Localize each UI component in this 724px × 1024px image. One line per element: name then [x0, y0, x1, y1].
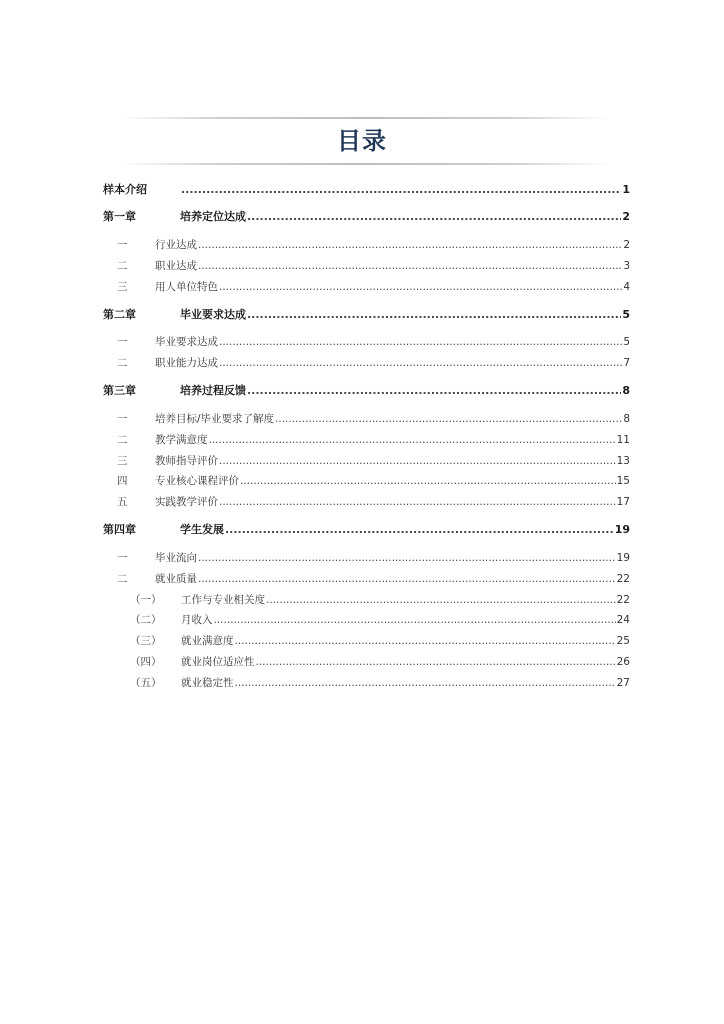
toc-leader-dots	[247, 307, 621, 323]
toc-entry[interactable]	[103, 432, 630, 448]
title-top-rule	[120, 117, 610, 119]
toc-leader-dots	[266, 592, 616, 608]
toc-entry-page: 3	[623, 260, 630, 272]
toc-entry[interactable]	[103, 307, 630, 323]
toc-entry-page: 17	[616, 496, 630, 508]
toc-entry[interactable]	[103, 633, 630, 649]
toc-entry-number: 五	[117, 496, 128, 508]
toc-entry[interactable]	[103, 334, 630, 350]
toc-leader-dots	[198, 237, 622, 253]
toc-entry-number: 一	[117, 239, 128, 251]
toc-leader-dots	[240, 473, 616, 489]
toc-entry-page: 1	[622, 183, 630, 196]
toc-entry-number: （一）	[130, 594, 162, 606]
toc-entry-number: （五）	[130, 677, 162, 689]
toc-entry-label: 就业稳定性	[181, 677, 234, 689]
toc-leader-dots	[247, 383, 621, 399]
toc-entry-label: 月收入	[181, 614, 213, 626]
toc-entry-number: 二	[117, 573, 128, 585]
toc-leader-dots	[214, 612, 616, 628]
toc-leader-dots	[209, 432, 616, 448]
toc-entry[interactable]	[103, 473, 630, 489]
toc-entry-label: 就业质量	[155, 573, 197, 585]
toc-leader-dots	[198, 258, 622, 274]
toc-entry-number: （三）	[130, 635, 162, 647]
toc-entry-number: 三	[117, 281, 128, 293]
toc-entry-page: 19	[614, 523, 630, 536]
toc-entry-page: 2	[622, 210, 630, 223]
toc-entry-page: 4	[623, 281, 630, 293]
toc-entry-number: 第二章	[103, 308, 136, 321]
toc-entry-label: 用人单位特色	[155, 281, 218, 293]
toc-entry-label: 毕业要求达成	[155, 336, 218, 348]
toc-leader-dots	[198, 571, 616, 587]
toc-entry-number: 样本介绍	[103, 183, 147, 196]
toc-entry[interactable]	[103, 612, 630, 628]
toc-entry-page: 13	[616, 455, 630, 467]
toc-leader-dots	[181, 182, 621, 198]
toc-leader-dots	[275, 411, 622, 427]
toc-entry-page: 19	[616, 552, 630, 564]
toc-leader-dots	[247, 209, 621, 225]
toc-entry-number: （二）	[130, 614, 162, 626]
toc-leader-dots	[219, 494, 616, 510]
toc-entry-label: 行业达成	[155, 239, 197, 251]
toc-entry-number: 二	[117, 260, 128, 272]
toc-entry-number: 一	[117, 552, 128, 564]
toc-entry[interactable]	[103, 453, 630, 469]
toc-entry-number: 二	[117, 357, 128, 369]
toc-entry-label: 教师指导评价	[155, 455, 218, 467]
toc-entry-number: 一	[117, 336, 128, 348]
toc-entry-number: 二	[117, 434, 128, 446]
page-title: 目录	[337, 127, 387, 155]
toc-entry[interactable]	[103, 550, 630, 566]
toc-entry-page: 24	[616, 614, 630, 626]
toc-entry-label: 专业核心课程评价	[155, 475, 239, 487]
toc-entry-page: 5	[623, 336, 630, 348]
toc-leader-dots	[219, 334, 622, 350]
toc-leader-dots	[235, 675, 616, 691]
toc-entry-label: 实践教学评价	[155, 496, 218, 508]
toc-entry-label: 工作与专业相关度	[181, 594, 265, 606]
toc-entry-page: 5	[622, 308, 630, 321]
toc-entry-label: 培养目标/毕业要求了解度	[155, 413, 275, 425]
toc-entry[interactable]	[103, 522, 630, 538]
toc-entry-page: 25	[616, 635, 630, 647]
toc-entry-label: 教学满意度	[155, 434, 208, 446]
toc-entry[interactable]	[103, 592, 630, 608]
toc-leader-dots	[219, 453, 616, 469]
toc-entry-page: 7	[623, 357, 630, 369]
toc-leader-dots	[256, 654, 616, 670]
toc-entry-number: 第四章	[103, 523, 136, 536]
toc-entry-page: 8	[623, 413, 630, 425]
toc-entry-label: 职业达成	[155, 260, 197, 272]
toc-entry[interactable]	[103, 355, 630, 371]
toc-entry-number: （四）	[130, 656, 162, 668]
toc-entry-page: 8	[622, 384, 630, 397]
toc-leader-dots	[235, 633, 616, 649]
toc-entry-page: 11	[616, 434, 630, 446]
toc-entry[interactable]	[103, 279, 630, 295]
toc-entry-page: 27	[616, 677, 630, 689]
toc-entry[interactable]	[103, 209, 630, 225]
toc-entry-number: 第一章	[103, 210, 136, 223]
toc-entry-number: 四	[117, 475, 128, 487]
toc-entry-page: 2	[623, 239, 630, 251]
toc-entry-page: 22	[616, 594, 630, 606]
toc-entry-label: 职业能力达成	[155, 357, 218, 369]
toc-leader-dots	[219, 279, 622, 295]
toc-leader-dots	[225, 522, 614, 538]
toc-entry[interactable]	[103, 258, 630, 274]
toc-entry-label: 学生发展	[180, 523, 224, 536]
toc-entry[interactable]	[103, 182, 630, 198]
toc-entry[interactable]	[103, 675, 630, 691]
toc-entry-number: 三	[117, 455, 128, 467]
toc-entry-number: 第三章	[103, 384, 136, 397]
title-bottom-rule	[120, 163, 610, 165]
toc-entry[interactable]	[103, 654, 630, 670]
toc-entry-page: 26	[616, 656, 630, 668]
toc-entry-page: 22	[616, 573, 630, 585]
toc-entry[interactable]	[103, 237, 630, 253]
toc-entry-label: 毕业流向	[155, 552, 197, 564]
toc-entry-label: 培养定位达成	[180, 210, 246, 223]
toc-entry-label: 毕业要求达成	[180, 308, 246, 321]
toc-entry-label: 培养过程反馈	[180, 384, 246, 397]
toc-entry-number: 一	[117, 413, 128, 425]
toc-leader-dots	[219, 355, 622, 371]
toc-entry-label: 就业满意度	[181, 635, 234, 647]
toc-entry-label: 就业岗位适应性	[181, 656, 255, 668]
toc-entry[interactable]	[103, 411, 630, 427]
toc-entry[interactable]	[103, 383, 630, 399]
toc-entry-page: 15	[616, 475, 630, 487]
toc-entry[interactable]	[103, 494, 630, 510]
toc-entry[interactable]	[103, 571, 630, 587]
toc-leader-dots	[198, 550, 616, 566]
